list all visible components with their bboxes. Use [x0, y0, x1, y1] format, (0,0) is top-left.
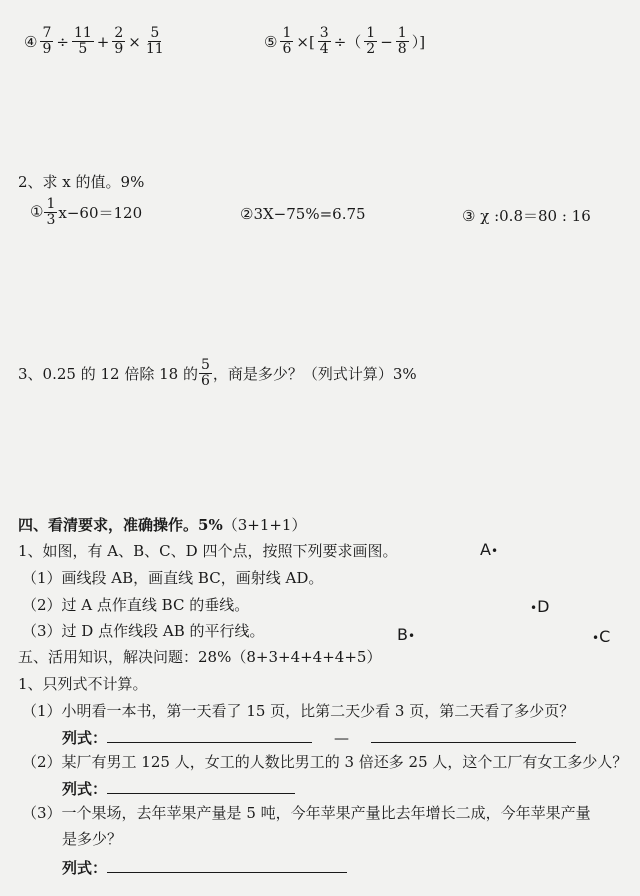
- q2-eq2: ②3X−75%=6.75: [240, 205, 366, 223]
- q2-eq1: ① $\frac{1}{3}$ x−60＝120: [30, 196, 143, 228]
- fraction: $\frac{5}{6}$: [200, 357, 210, 389]
- problem-5-mark: ⑤: [264, 32, 278, 51]
- problem-5-3a: （3）一个果场，去年苹果产量是 5 吨，今年苹果产量比去年增长二成，今年苹果产量: [22, 804, 591, 822]
- point-a: A•: [480, 540, 499, 559]
- fraction: $\frac{2}{9}$: [114, 25, 124, 57]
- problem-5-2: （2）某厂有男工 125 人，女工的人数比男工的 3 倍还多 25 人，这个工厂有女工多少人？: [22, 753, 628, 771]
- answer-line[interactable]: [107, 856, 347, 873]
- problem-5: ⑤ $\frac{1}{6}$ ×[ $\frac{3}{4}$ ÷（ $\frac{1}{2}$ − $\frac{1}{8}$ ）]: [264, 25, 426, 57]
- fraction: $\frac{1}{2}$: [366, 25, 376, 57]
- fraction: $\frac{7}{9}$: [42, 25, 52, 57]
- problem-5-3b: 是多少？: [62, 830, 123, 848]
- point-d: •D: [530, 597, 550, 616]
- section-4-line2: （1）画线段 AB，画直线 BC，画射线 AD。: [22, 569, 324, 587]
- answer-line[interactable]: [107, 726, 312, 743]
- problem-4-mark: ④: [24, 32, 38, 51]
- q2-eq3: ③ χ :0.8＝80 : 16: [462, 207, 591, 225]
- point-c: •C: [592, 627, 611, 646]
- section-4-line3: （2）过 A 点作直线 BC 的垂线。: [22, 596, 250, 614]
- answer-row-2: 列式：: [62, 777, 295, 799]
- answer-row-1: 列式： —: [62, 726, 576, 748]
- problem-5-1: （1）小明看一本书，第一天看了 15 页，比第二天少看 3 页，第二天看了多少页？: [22, 702, 575, 720]
- section-4-line4: （3）过 D 点作线段 AB 的平行线。: [22, 622, 265, 640]
- answer-line[interactable]: [371, 726, 576, 743]
- q3: 3、0.25 的 12 倍除 18 的 $\frac{5}{6}$ ，商是多少？（列式计算）3%: [18, 357, 417, 389]
- section-4-line1: 1、如图，有 A、B、C、D 四个点，按照下列要求画图。: [18, 542, 398, 560]
- section-5-heading: 五、活用知识，解决问题：28%（8+3+4+4+4+5）: [18, 648, 382, 666]
- point-b: B•: [397, 625, 416, 644]
- fraction: $\frac{1}{3}$: [46, 196, 56, 228]
- answer-row-3: 列式：: [62, 856, 347, 878]
- answer-line[interactable]: [107, 777, 295, 794]
- q2-title: 2、求 x 的值。9%: [18, 173, 145, 191]
- section-5-sub1: 1、只列式不计算。: [18, 675, 148, 693]
- fraction: $\frac{1}{8}$: [397, 25, 407, 57]
- section-4-heading: 四、看清要求，准确操作。5%（3+1+1）: [18, 516, 307, 534]
- fraction: $\frac{5}{11}$: [145, 25, 164, 57]
- fraction: $\frac{1}{6}$: [282, 25, 292, 57]
- problem-4: ④ $\frac{7}{9}$ ÷ $\frac{11}{5}$ + $\frac{2}{9}$ × $\frac{5}{11}$: [24, 25, 164, 57]
- fraction: $\frac{11}{5}$: [73, 25, 92, 57]
- fraction: $\frac{3}{4}$: [319, 25, 329, 57]
